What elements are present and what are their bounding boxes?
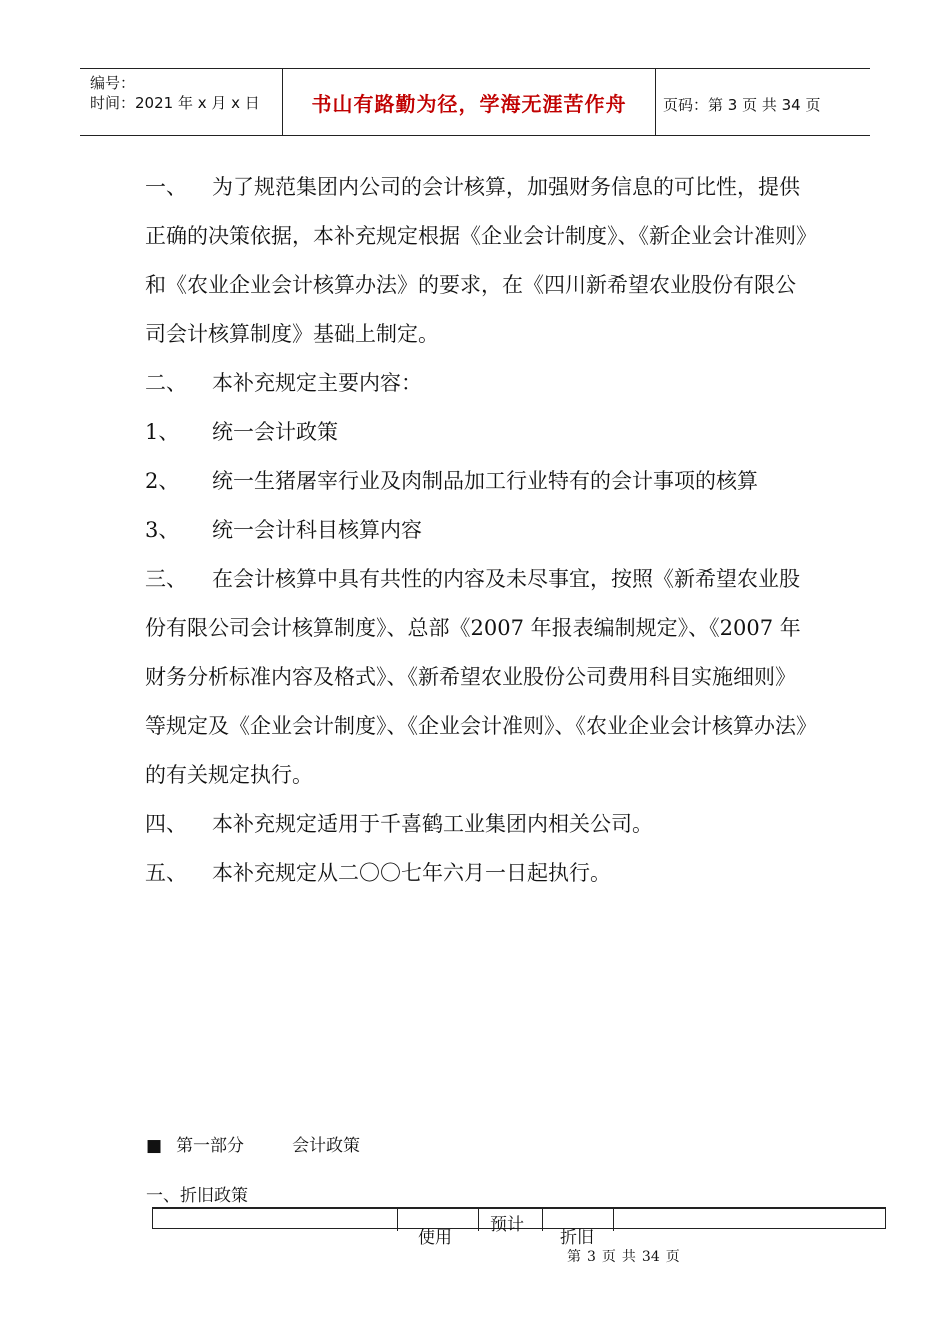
paragraph-text: 本补充规定适用于千喜鹤工业集团内相关公司。 [212,812,653,836]
list-item-2 [145,457,810,506]
list-item-1 [145,408,810,457]
paragraph-number: 四、 [145,812,187,836]
subheading-depreciation: 一、折旧政策 [146,1186,248,1206]
footer-page-number: 3 [587,1249,596,1265]
footer-page-word: 页 [601,1249,616,1265]
list-number: 2、 [145,469,180,493]
footer-prefix: 第 [567,1249,581,1265]
list-text: 统一会计政策 [212,420,338,444]
paragraph-text: 为了规范集团内公司的会计核算，加强财务信息的可比性，提供正确的决策依据，本补充规定根据《企业会计制度》、《新企业会计准则》和《农业企业会计核算办法》的要求，在《四川新希望农业股份有限公司会计核算制度》基础上制定。 [145,175,807,346]
paragraph-number: 二、 [145,371,187,395]
paragraph-number: 三、 [145,567,187,591]
list-number: 1、 [145,420,180,444]
paragraph-5 [145,849,810,898]
paragraph-3 [145,555,810,800]
section-title: 会计政策 [292,1136,361,1156]
header-page-info: 页码：第 3 页 共 34 页 [663,96,821,114]
doc-number-label: 编号： [90,74,136,92]
page-footer [564,1246,683,1266]
list-item-3 [145,506,810,555]
table-cell: 使用 [418,1228,452,1248]
paragraph-number: 一、 [145,175,187,199]
table-col-divider [397,1209,398,1231]
header-top-rule [80,68,870,69]
section-heading [146,1131,360,1156]
footer-total-pages: 34 [641,1249,660,1265]
footer-suffix: 页 [665,1249,680,1265]
table-cell: 折旧 [560,1228,594,1248]
header-motto: 书山有路勤为径，学海无涯苦作舟 [311,92,627,116]
paragraph-4 [145,800,810,849]
paragraph-1 [145,163,810,359]
footer-total-word: 共 [621,1249,636,1265]
paragraph-text: 本补充规定从二〇〇七年六月一日起执行。 [212,861,611,885]
section-part: 第一部分 [176,1136,245,1156]
header-bottom-rule [80,135,870,136]
paragraph-text: 本补充规定主要内容： [212,371,422,395]
table-cell: 预计 [490,1215,524,1235]
table-col-divider [613,1209,614,1231]
paragraph-2 [145,359,810,408]
table-col-divider [542,1209,543,1231]
list-text: 统一生猪屠宰行业及肉制品加工行业特有的会计事项的核算 [212,469,758,493]
header-divider-right [655,68,656,136]
paragraph-text: 在会计核算中具有共性的内容及未尽事宜，按照《新希望农业股份有限公司会计核算制度》、总部《2007 年报表编制规定》、《2007 年财务分析标准内容及格式》、《新希望农业股份公司费用科目实施细则》等规定及《企业会计制度》、《企业会计准则》、《农业企业会计核算办法》的有关规定执行。 [145,567,807,787]
paragraph-number: 五、 [145,861,187,885]
list-number: 3、 [145,518,180,542]
document-body [145,163,810,898]
list-text: 统一会计科目核算内容 [212,518,422,542]
square-bullet-icon: ■ [146,1136,163,1156]
table-col-divider [478,1209,479,1231]
doc-time: 时间：2021 年 x 月 x 日 [90,94,260,112]
